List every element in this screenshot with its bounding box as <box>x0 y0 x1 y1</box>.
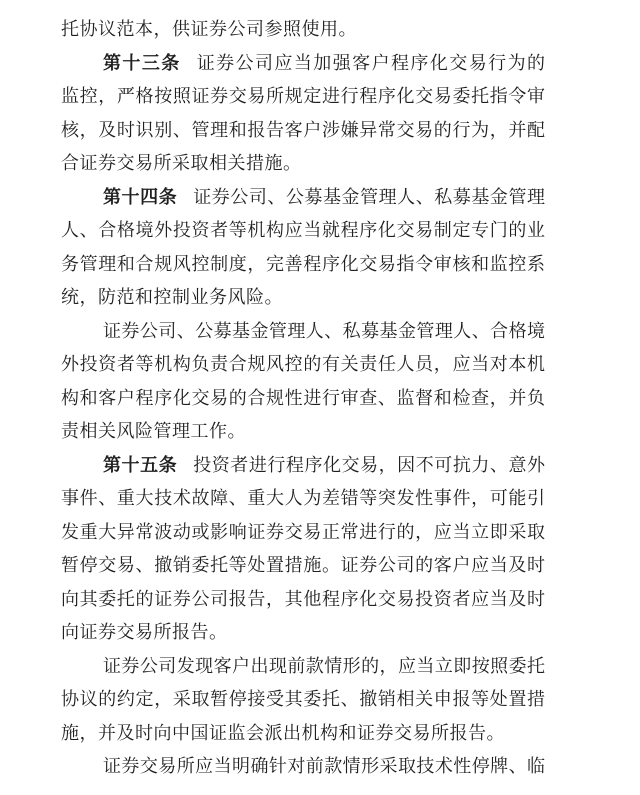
article-13-text: 证券公司应当加强客户程序化交易行为的 <box>196 52 546 73</box>
text-line: 统，防范和控制业务风险。 <box>61 287 283 307</box>
text-line: 向证券交易所报告。 <box>61 622 228 642</box>
text-line: 务管理和合规风控制度，完善程序化交易指令审核和监控系 <box>61 253 545 274</box>
document-page <box>61 13 545 784</box>
text-line: 发重大异常波动或影响证券交易正常进行的，应当立即采取 <box>61 521 545 542</box>
text-line: 施，并及时向中国证监会派出机构和证券交易所报告。 <box>61 722 505 743</box>
text-line <box>61 449 545 483</box>
text-line: 暂停交易、撤销委托等处置措施。证券公司的客户应当及时 <box>61 555 545 575</box>
text-line: 证券交易所应当明确针对前款情形采取技术性停牌、临 <box>103 756 545 776</box>
text-line: 核，及时识别、管理和报告客户涉嫌异常交易的行为，并配 <box>61 119 545 140</box>
text-line: 人、合格境外投资者等机构应当就程序化交易制定专门的业 <box>61 220 545 240</box>
text-line: 外投资者等机构负责合规风控的有关责任人员，应当对本机 <box>61 354 545 374</box>
text-line: 向其委托的证券公司报告，其他程序化交易投资者应当及时 <box>61 588 545 609</box>
text-line <box>61 181 545 215</box>
text-line: 构和客户程序化交易的合规性进行审查、监督和检查，并负 <box>61 387 545 408</box>
text-line: 合证券交易所采取相关措施。 <box>61 153 302 173</box>
article-15-label: 第十五条 <box>103 454 178 475</box>
text-line: 事件、重大技术故障、重大人为差错等突发性事件，可能引 <box>61 488 545 508</box>
article-13-label: 第十三条 <box>103 52 181 73</box>
text-line: 协议的约定，采取暂停接受其委托、撤销相关申报等处置措 <box>61 689 545 709</box>
article-14-text: 证券公司、公募基金管理人、私募基金管理 <box>193 186 546 207</box>
text-line: 证券公司、公募基金管理人、私募基金管理人、合格境 <box>103 320 545 341</box>
text-line: 托协议范本，供证券公司参照使用。 <box>61 19 357 39</box>
text-line: 责相关风险管理工作。 <box>61 421 246 441</box>
text-line: 证券公司发现客户出现前款情形的，应当立即按照委托 <box>103 655 545 676</box>
text-line <box>61 47 545 81</box>
article-14-label: 第十四条 <box>103 186 178 207</box>
text-line: 监控，严格按照证券交易所规定进行程序化交易委托指令审 <box>61 86 545 106</box>
article-15-text: 投资者进行程序化交易，因不可抗力、意外 <box>193 454 546 475</box>
